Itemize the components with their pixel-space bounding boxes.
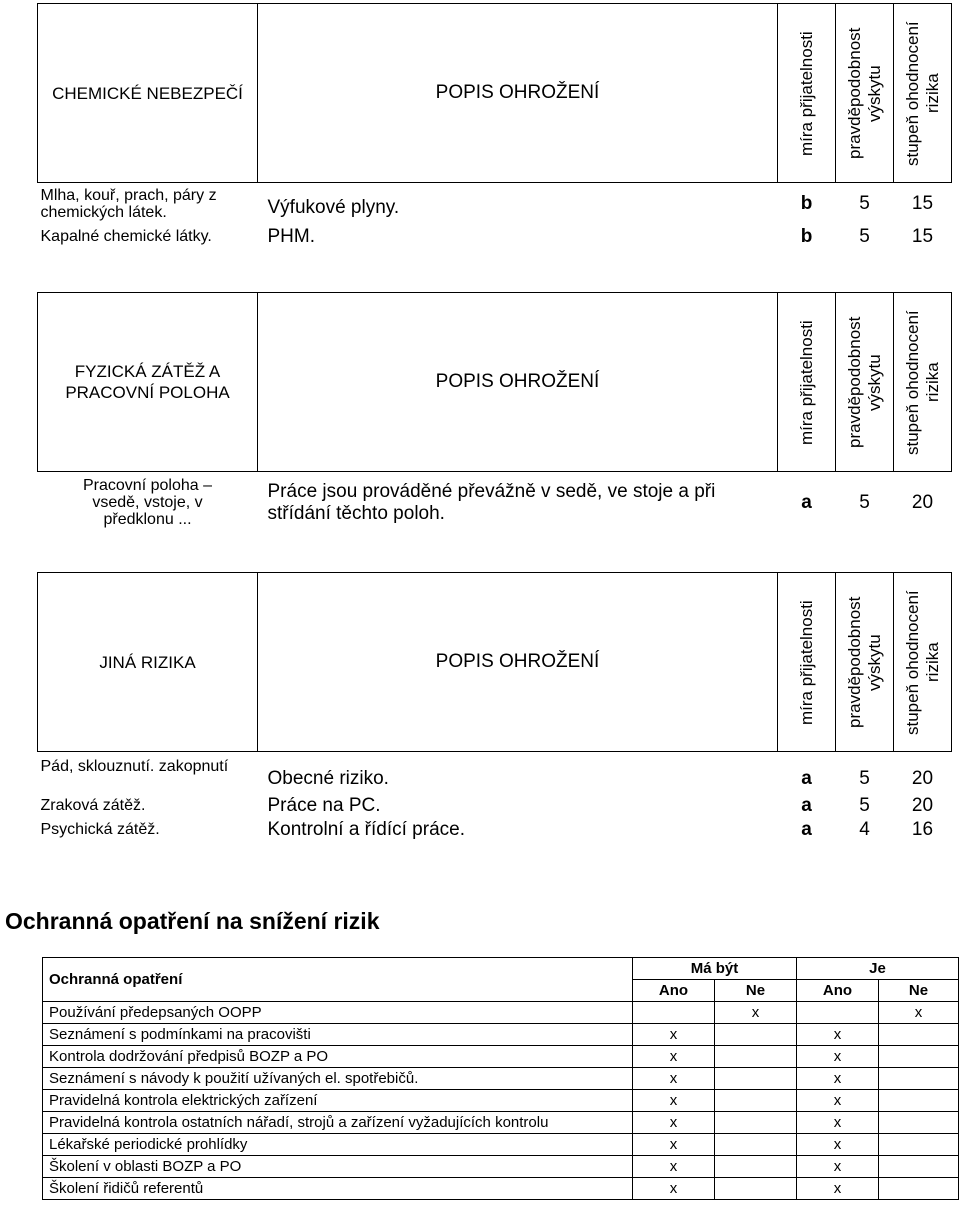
je-ano-cell: x <box>797 1134 879 1156</box>
hazard-cell: Kapalné chemické látky. <box>40 228 212 245</box>
pravdepodobnost-value: 5 <box>859 795 870 816</box>
je-ano-cell: x <box>797 1046 879 1068</box>
pravdepodobnost-header: pravděpodobnost výskytu <box>836 573 894 752</box>
mira-value: b <box>800 193 813 215</box>
je-ano-cell <box>797 1002 879 1024</box>
table-row <box>43 1002 959 1024</box>
measure-name: Seznámení s návody k použití užívaných el. spotřebičů. <box>43 1068 633 1090</box>
description-cell: PHM. <box>267 225 315 247</box>
stupen-header: stupeň ohodnocení rizika <box>894 573 952 752</box>
description-cell: Kontrolní a řídící práce. <box>267 818 465 840</box>
je-ne-cell <box>879 1024 959 1046</box>
table-row <box>43 1156 959 1178</box>
measure-name: Školení v oblasti BOZP a PO <box>43 1156 633 1178</box>
measure-name: Používání předepsaných OOPP <box>43 1002 633 1024</box>
popis-header: POPIS OHROŽENÍ <box>258 573 778 752</box>
measure-name: Pravidelná kontrola elektrických zařízení <box>43 1090 633 1112</box>
popis-header: POPIS OHROŽENÍ <box>258 293 778 472</box>
chemical-risk-table <box>37 3 952 249</box>
ma-ano-cell: x <box>633 1134 715 1156</box>
ma-ne-cell <box>715 1068 797 1090</box>
mira-value: a <box>801 795 812 816</box>
pravdepodobnost-value: 4 <box>859 819 870 840</box>
je-ne-cell <box>879 1178 959 1200</box>
hazard-cell: Pracovní poloha – vsedě, vstoje, v předklonu ... <box>83 477 212 529</box>
measure-name: Lékařské periodické prohlídky <box>43 1134 633 1156</box>
table-row <box>38 752 952 794</box>
category-header: FYZICKÁ ZÁTĚŽ A PRACOVNÍ POLOHA <box>38 293 258 472</box>
je-ne-cell <box>879 1134 959 1156</box>
stupen-header: stupeň ohodnocení rizika <box>894 293 952 472</box>
ma-ne-cell <box>715 1178 797 1200</box>
pravdepodobnost-header: pravděpodobnost výskytu <box>836 4 894 183</box>
description-cell: Práce na PC. <box>267 794 381 816</box>
stupen-value: 20 <box>911 768 934 790</box>
je-ne-header: Ne <box>879 980 959 1002</box>
measure-name: Pravidelná kontrola ostatních nářadí, strojů a zařízení vyžadujících kontrolu <box>43 1112 633 1134</box>
mira-value: a <box>801 819 812 840</box>
ma-ano-cell: x <box>633 1024 715 1046</box>
ma-ano-cell: x <box>633 1112 715 1134</box>
table-row <box>38 225 952 249</box>
ma-ano-cell: x <box>633 1156 715 1178</box>
ma-ne-cell <box>715 1046 797 1068</box>
popis-header: POPIS OHROŽENÍ <box>258 4 778 183</box>
measure-name: Kontrola dodržování předpisů BOZP a PO <box>43 1046 633 1068</box>
description-cell: Práce jsou prováděné převážně v sedě, ve stoje a při střídání těchto poloh. <box>267 480 716 524</box>
je-ano-cell: x <box>797 1156 879 1178</box>
ma-ano-cell <box>633 1002 715 1024</box>
category-header: CHEMICKÉ NEBEZPEČÍ <box>38 4 258 183</box>
je-ano-header: Ano <box>797 980 879 1002</box>
hazard-cell: Pád, sklouznutí. zakopnutí <box>40 758 229 775</box>
je-ano-cell: x <box>797 1090 879 1112</box>
hazard-cell: Psychická zátěž. <box>40 821 160 838</box>
mira-header: míra přijatelnosti <box>778 293 836 472</box>
ma-ne-cell <box>715 1156 797 1178</box>
ma-ne-cell <box>715 1090 797 1112</box>
mira-header: míra přijatelnosti <box>778 4 836 183</box>
measures-table <box>42 957 959 1200</box>
pravdepodobnost-value: 5 <box>859 492 870 514</box>
stupen-value: 15 <box>911 226 934 247</box>
stupen-value: 16 <box>911 819 934 840</box>
je-ne-cell <box>879 1046 959 1068</box>
hazard-cell: Mlha, kouř, prach, páry z chemických látek. <box>40 186 217 221</box>
pravdepodobnost-header: pravděpodobnost výskytu <box>836 293 894 472</box>
measures-name-header: Ochranná opatření <box>43 958 633 1002</box>
stupen-value: 15 <box>911 193 934 215</box>
ma-ano-cell: x <box>633 1046 715 1068</box>
table-row <box>38 183 952 225</box>
other-risk-table <box>37 572 952 842</box>
table-row <box>43 1178 959 1200</box>
je-ne-cell: x <box>879 1002 959 1024</box>
pravdepodobnost-value: 5 <box>859 226 870 247</box>
table-row <box>43 1090 959 1112</box>
pravdepodobnost-value: 5 <box>859 193 870 215</box>
ma-ne-cell: x <box>715 1002 797 1024</box>
je-ne-cell <box>879 1068 959 1090</box>
measure-name: Seznámení s podmínkami na pracovišti <box>43 1024 633 1046</box>
table-row <box>38 818 952 842</box>
table-row <box>43 1068 959 1090</box>
je-ne-cell <box>879 1112 959 1134</box>
ma-ano-cell: x <box>633 1090 715 1112</box>
je-ano-cell: x <box>797 1112 879 1134</box>
table-row <box>43 1112 959 1134</box>
physical-risk-table <box>37 292 952 534</box>
table-row <box>43 1046 959 1068</box>
description-cell: Obecné riziko. <box>267 767 389 789</box>
mira-header: míra přijatelnosti <box>778 573 836 752</box>
measure-name: Školení řidičů referentů <box>43 1178 633 1200</box>
mira-value: a <box>801 768 812 790</box>
description-cell: Výfukové plyny. <box>267 196 400 218</box>
ma-ne-cell <box>715 1134 797 1156</box>
je-ne-cell <box>879 1156 959 1178</box>
je-ne-cell <box>879 1090 959 1112</box>
je-ano-cell: x <box>797 1024 879 1046</box>
ma-byt-ne-header: Ne <box>715 980 797 1002</box>
mira-value: a <box>801 492 812 514</box>
je-ano-cell: x <box>797 1068 879 1090</box>
hazard-cell: Zraková zátěž. <box>40 797 146 814</box>
stupen-value: 20 <box>911 492 934 514</box>
ma-byt-header: Má být <box>633 958 797 980</box>
table-row <box>38 472 952 534</box>
ma-ne-cell <box>715 1112 797 1134</box>
je-ano-cell: x <box>797 1178 879 1200</box>
je-header: Je <box>797 958 959 980</box>
ma-ano-cell: x <box>633 1178 715 1200</box>
ma-ano-cell: x <box>633 1068 715 1090</box>
pravdepodobnost-value: 5 <box>859 768 870 790</box>
mira-value: b <box>800 226 813 247</box>
table-row <box>43 1024 959 1046</box>
stupen-value: 20 <box>911 795 934 816</box>
stupen-header: stupeň ohodnocení rizika <box>894 4 952 183</box>
ma-ne-cell <box>715 1024 797 1046</box>
table-row <box>38 794 952 818</box>
table-row <box>43 1134 959 1156</box>
section-title: Ochranná opatření na snížení rizik <box>5 908 380 934</box>
ma-byt-ano-header: Ano <box>633 980 715 1002</box>
category-header: JINÁ RIZIKA <box>38 573 258 752</box>
